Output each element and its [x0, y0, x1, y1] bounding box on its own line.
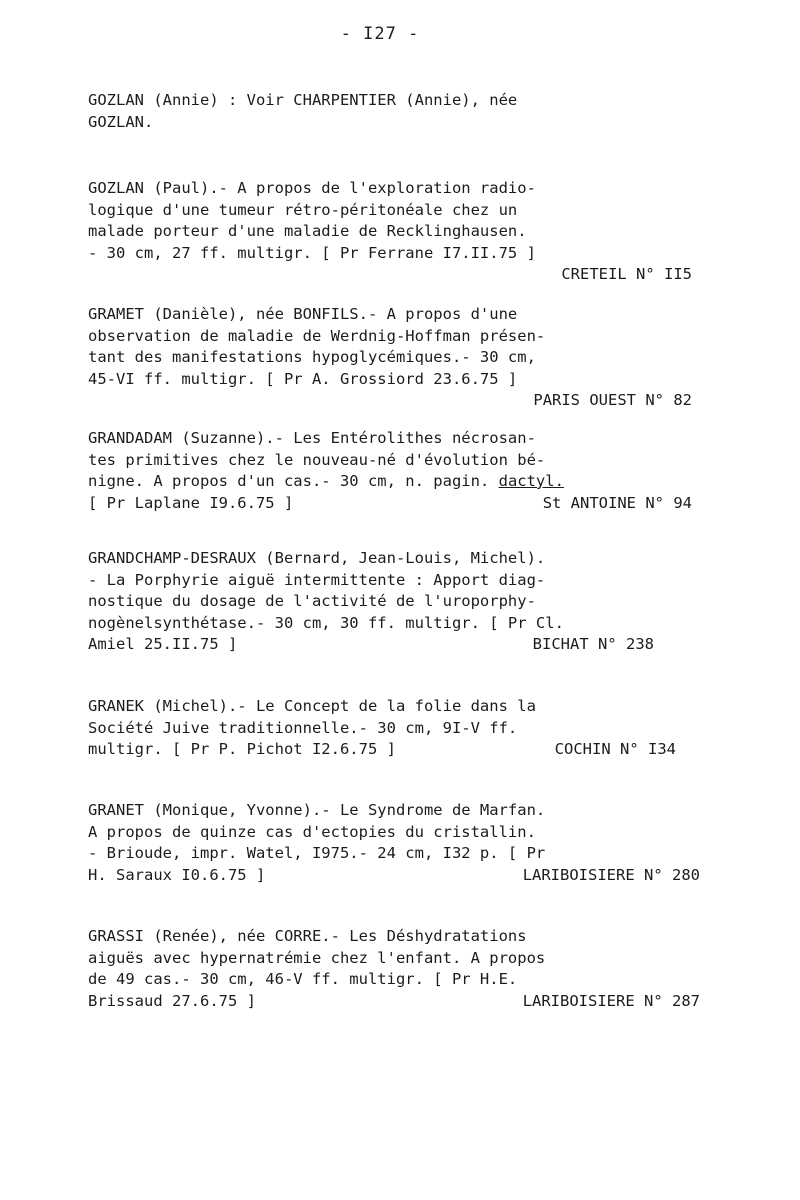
entry-line: de 49 cas.- 30 cm, 46-V ff. multigr. [ Pr H.E. [88, 970, 518, 988]
entry-line: GRANEK (Michel).- Le Concept de la folie dans la [88, 697, 536, 715]
entry-line: GRANDCHAMP-DESRAUX (Bernard, Jean-Louis, Michel). [88, 549, 546, 567]
format-note: dactyl. [498, 472, 564, 490]
library-location: LARIBOISIERE N° 287 [522, 991, 700, 1010]
bibliographic-entry [88, 428, 700, 514]
entry-last-line [88, 493, 700, 515]
entry-line-text: nigne. A propos d'un cas.- 30 cm, n. pagin. [88, 472, 499, 490]
library-location: LARIBOISIERE N° 280 [522, 865, 700, 884]
entry-line: nostique du dosage de l'activité de l'uroporphy- [88, 592, 536, 610]
entry-last-line [88, 634, 700, 656]
page-number: - I27 - [340, 24, 420, 44]
entry-line [88, 471, 700, 493]
entry-line: Amiel 25.II.75 ] [88, 635, 238, 653]
entry-line: H. Saraux I0.6.75 ] [88, 865, 266, 884]
entry-line: GRANDADAM (Suzanne).- Les Entérolithes nécrosan- [88, 429, 536, 447]
entry-line: 45-VI ff. multigr. [ Pr A. Grossiord 23.6.75 ] [88, 369, 518, 388]
entry-line: aiguës avec hypernatrémie chez l'enfant. A propos [88, 948, 546, 967]
library-location: PARIS OUEST N° 82 [533, 391, 692, 409]
entry-line: logique d'une tumeur rétro-péritonéale chez un [88, 200, 518, 219]
entry-line: GOZLAN (Annie) : Voir CHARPENTIER (Annie), née [88, 91, 518, 109]
bibliographic-entry [88, 926, 700, 1012]
entry-line: multigr. [ Pr P. Pichot I2.6.75 ] [88, 740, 396, 758]
entry-line: GRANET (Monique, Yvonne).- Le Syndrome de Marfan. [88, 801, 546, 819]
entry-line: Brissaud 27.6.75 ] [88, 991, 256, 1010]
entry-last-line [88, 865, 700, 887]
entry-line: GOZLAN. [88, 112, 154, 131]
entry-line: GRAMET (Danièle), née BONFILS.- A propos d'une [88, 305, 518, 323]
bibliographic-entry [88, 178, 700, 286]
entry-last-line [88, 739, 700, 761]
entry-line: - La Porphyrie aiguë intermittente : Apport diag- [88, 570, 546, 589]
bibliographic-entry [88, 90, 700, 133]
entry-line: malade porteur d'une maladie de Recklinghausen. [88, 222, 527, 240]
entry-line: tes primitives chez le nouveau-né d'évolution bé- [88, 450, 546, 469]
entry-last-line [88, 991, 700, 1013]
entry-line: - Brioude, impr. Watel, I975.- 24 cm, I32 p. [ Pr [88, 844, 546, 862]
entry-line: - 30 cm, 27 ff. multigr. [ Pr Ferrane I7.II.75 ] [88, 243, 536, 262]
entry-line: A propos de quinze cas d'ectopies du cristallin. [88, 822, 536, 841]
bibliographic-entry [88, 304, 700, 412]
bibliographic-entry [88, 800, 700, 886]
entry-line: observation de maladie de Werdnig-Hoffman présen- [88, 326, 546, 345]
entry-line: tant des manifestations hypoglycémiques.- 30 cm, [88, 348, 536, 366]
entry-line: GRASSI (Renée), née CORRE.- Les Déshydratations [88, 927, 527, 945]
library-location: CRETEIL N° II5 [561, 265, 692, 283]
entry-line: nogènelsynthétase.- 30 cm, 30 ff. multigr. [ Pr Cl. [88, 613, 564, 632]
library-location: BICHAT N° 238 [532, 635, 654, 653]
entry-line: [ Pr Laplane I9.6.75 ] [88, 493, 294, 512]
entry-line: GOZLAN (Paul).- A propos de l'exploration radio- [88, 179, 536, 197]
library-location: St ANTOINE N° 94 [542, 493, 692, 512]
bibliographic-entry [88, 548, 700, 656]
library-location: COCHIN N° I34 [554, 740, 676, 758]
bibliographic-entry [88, 696, 700, 761]
entry-line: Société Juive traditionnelle.- 30 cm, 9I-V ff. [88, 718, 518, 737]
